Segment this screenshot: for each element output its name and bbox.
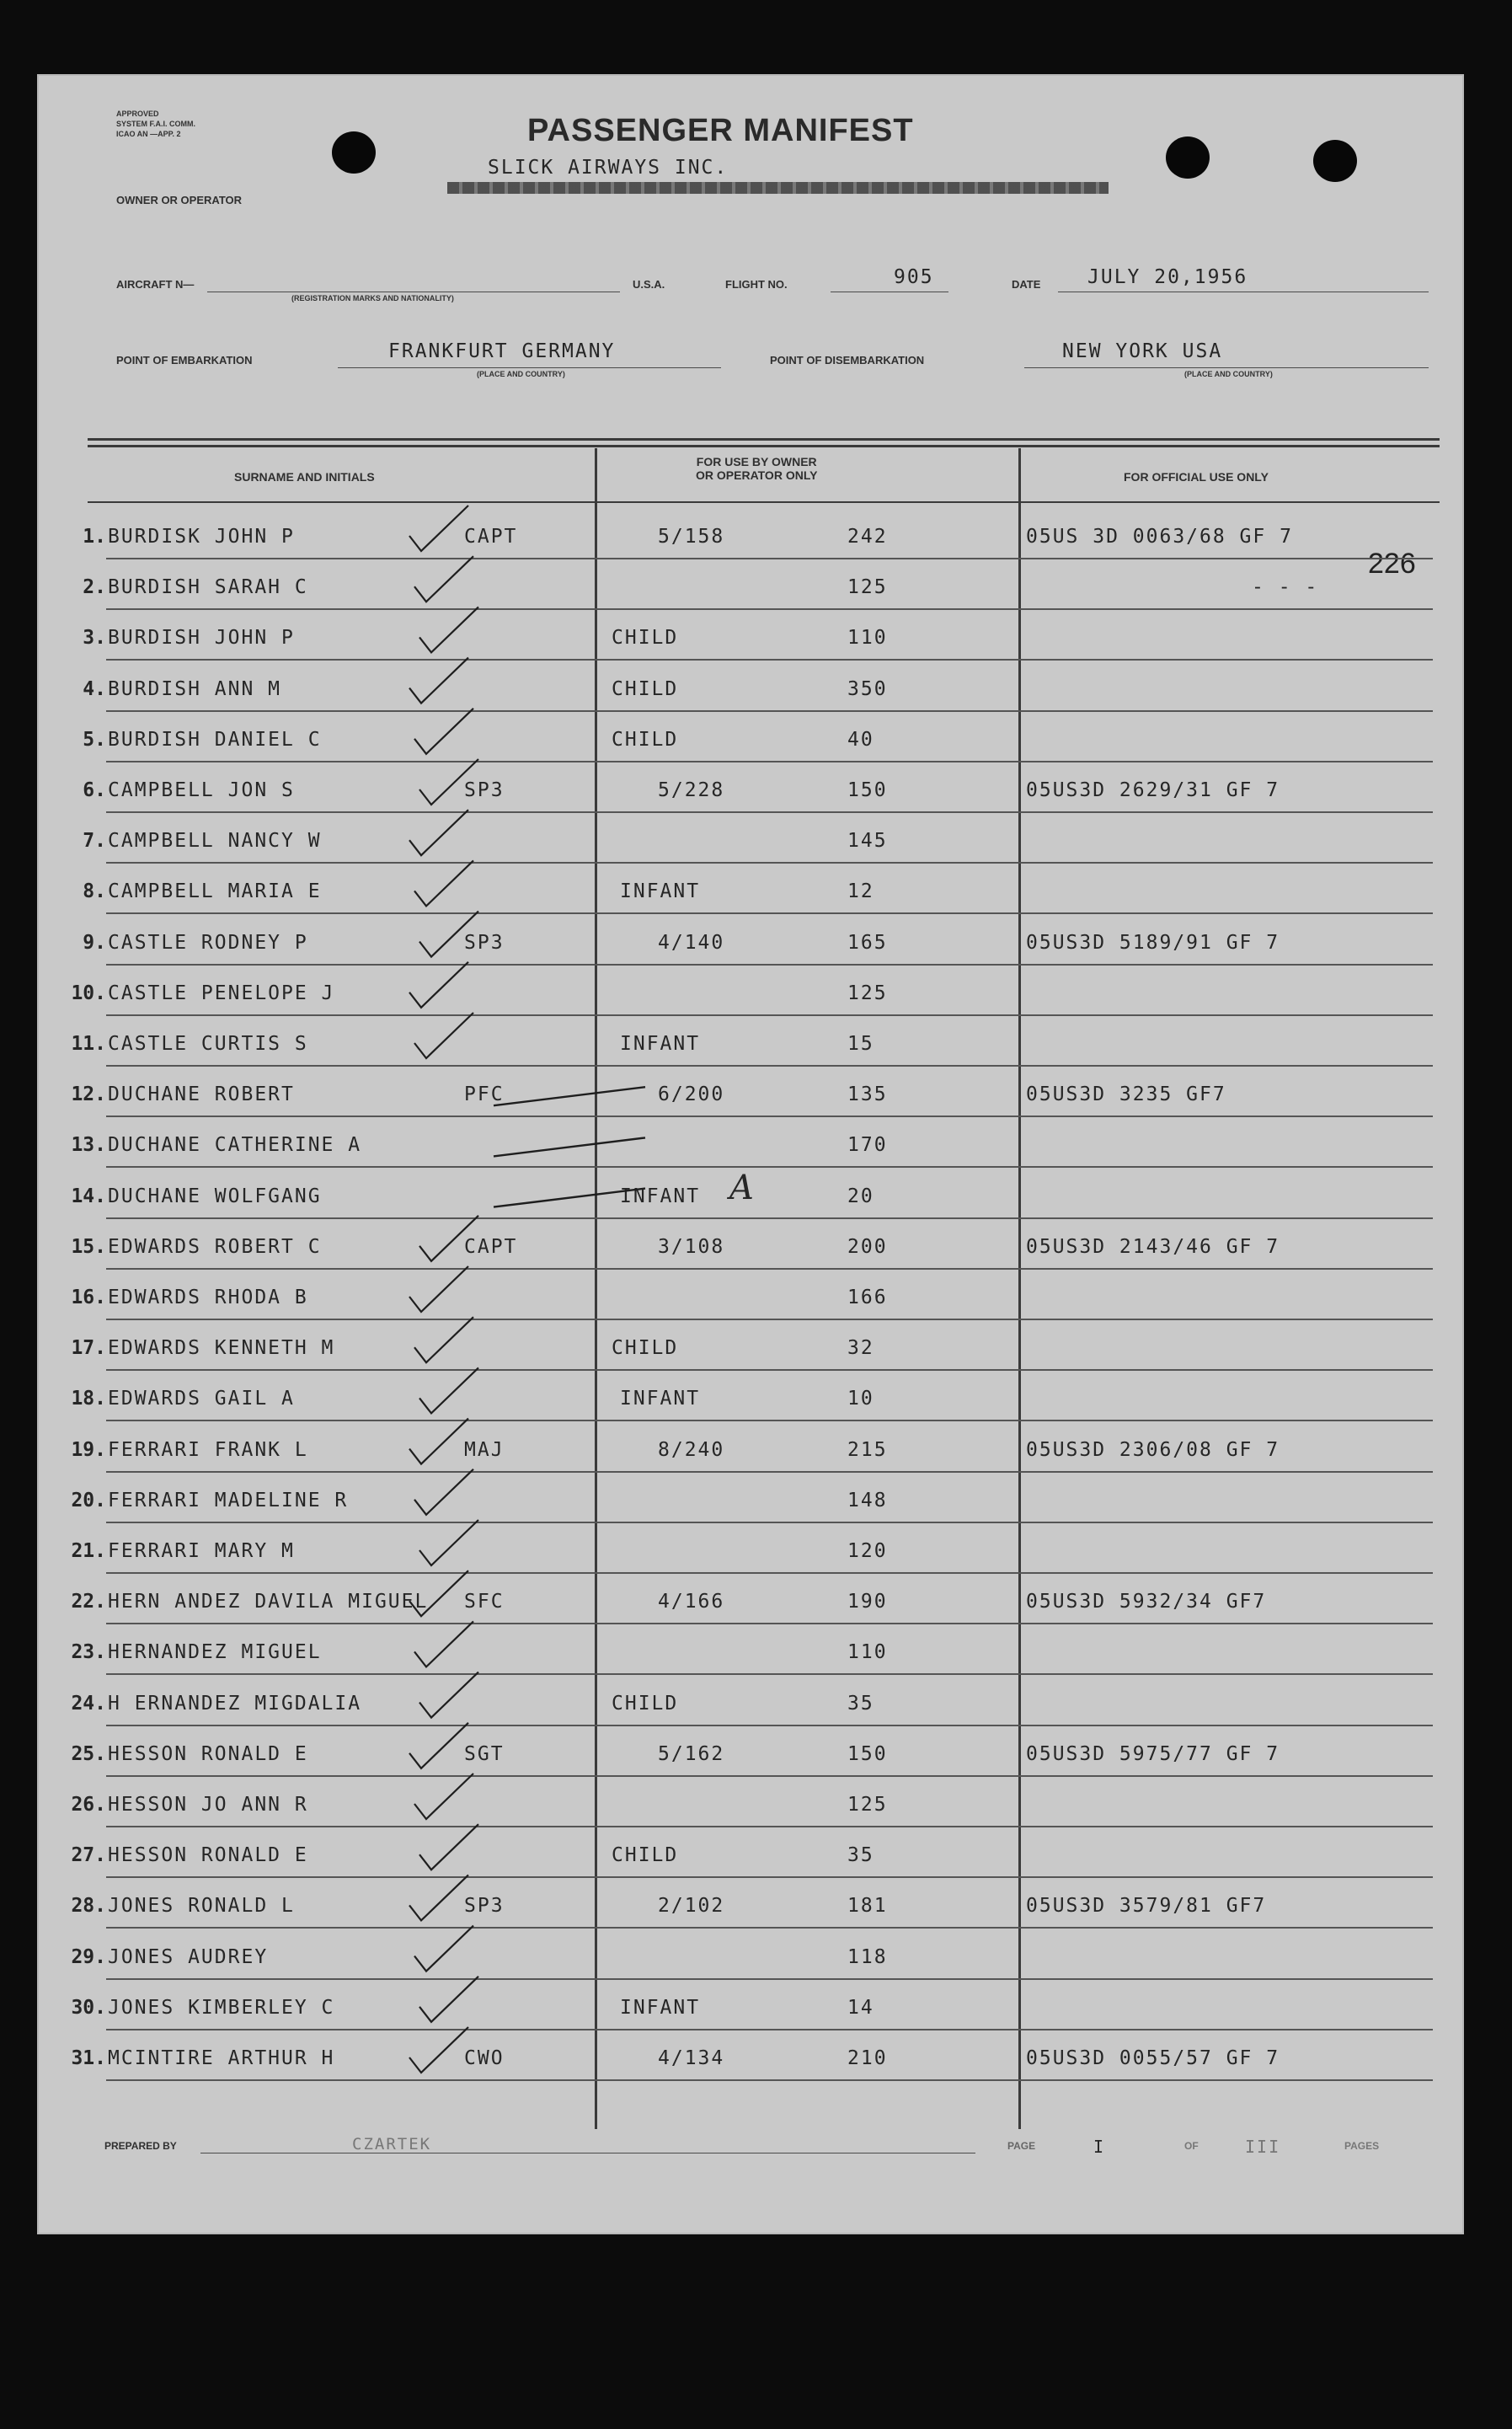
date-label: DATE [1012, 278, 1041, 291]
cell-name: DUCHANE WOLFGANG [108, 1185, 322, 1207]
row-rule [106, 1217, 1433, 1219]
usa-label: U.S.A. [633, 278, 665, 291]
table-row [39, 1681, 1462, 1731]
cell-num: 26. [71, 1794, 106, 1816]
operator-name: SLICK AIRWAYS INC. [488, 157, 729, 179]
cell-official: 05US3D 2143/46 GF 7 [1026, 1235, 1280, 1258]
cell-num: 23. [71, 1641, 106, 1664]
cell-num: 19. [71, 1438, 106, 1461]
cell-num: 17. [71, 1337, 106, 1360]
table-row [39, 818, 1462, 869]
table-row [39, 564, 1462, 615]
cell-weight: 14 [847, 1996, 874, 2019]
cell-rank: CWO [464, 2047, 505, 2069]
embarkation-point: FRANKFURT GERMANY [388, 340, 616, 362]
row-rule [106, 1927, 1433, 1929]
table-row [39, 1275, 1462, 1325]
cell-code: 6/200 [658, 1083, 725, 1106]
cell-official: 05US3D 2306/08 GF 7 [1026, 1438, 1280, 1461]
cell-weight: 110 [847, 627, 888, 650]
cell-name: EDWARDS ROBERT C [108, 1235, 322, 1258]
cell-rank: SP3 [464, 1895, 505, 1918]
row-rule [106, 1673, 1433, 1675]
registration-note: (REGISTRATION MARKS AND NATIONALITY) [291, 294, 454, 302]
cell-name: HESSON RONALD E [108, 1844, 308, 1867]
cell-name: EDWARDS GAIL A [108, 1388, 295, 1410]
cell-name: BURDISH ANN M [108, 677, 282, 700]
cell-code: 4/134 [658, 2047, 725, 2069]
row-rule [106, 1319, 1433, 1320]
cell-official: 05US3D 5975/77 GF 7 [1026, 1742, 1280, 1765]
cell-weight: 110 [847, 1641, 888, 1664]
table-row [39, 920, 1462, 971]
row-rule [106, 558, 1433, 559]
punch-hole-right-1 [1166, 136, 1210, 179]
table-row [39, 869, 1462, 919]
table-row [39, 1021, 1462, 1072]
table-top-rule-1 [88, 438, 1440, 441]
cell-num: 10. [71, 982, 106, 1004]
cell-name: HERN ANDEZ DAVILA MIGUEL [108, 1591, 429, 1613]
cell-rank: SP3 [464, 779, 505, 801]
cell-name: CASTLE PENELOPE J [108, 982, 335, 1004]
disembarkation-field-line [1024, 367, 1429, 368]
cell-name: BURDISK JOHN P [108, 526, 295, 548]
owner-label: OWNER OR OPERATOR [116, 194, 243, 206]
struck-printed-operator [447, 182, 1109, 194]
cell-num: 11. [71, 1033, 106, 1055]
row-rule [106, 964, 1433, 966]
cell-official: 05US3D 3235 GF7 [1026, 1083, 1226, 1106]
row-rule [106, 1725, 1433, 1726]
table-row [39, 1883, 1462, 1934]
approval-line-1: APPROVED [116, 110, 159, 118]
cell-cat: CHILD [612, 1337, 679, 1360]
cell-code: 5/228 [658, 779, 725, 801]
cell-weight: 40 [847, 728, 874, 751]
table-row [39, 717, 1462, 768]
cell-num: 28. [71, 1895, 106, 1918]
cell-weight: 32 [847, 1337, 874, 1360]
cell-weight: 120 [847, 1540, 888, 1562]
table-row [39, 1832, 1462, 1883]
of-label: OF [1184, 2140, 1199, 2152]
aircraft-label: AIRCRAFT N— [116, 278, 195, 291]
table-row [39, 1224, 1462, 1275]
embark-place-note: (PLACE AND COUNTRY) [477, 370, 565, 378]
cell-cat: INFANT [620, 1185, 701, 1207]
cell-num: 21. [71, 1540, 106, 1562]
table-row [39, 2036, 1462, 2086]
cell-name: FERRARI FRANK L [108, 1438, 308, 1461]
page-label: PAGE [1007, 2140, 1036, 2152]
row-rule [106, 1268, 1433, 1270]
cell-num: 30. [71, 1996, 106, 2019]
pages-total: III [1245, 2137, 1281, 2157]
cell-cat: INFANT [620, 1996, 701, 2019]
cell-num: 20. [71, 1489, 106, 1511]
row-rule [106, 1166, 1433, 1168]
cell-name: FERRARI MADELINE R [108, 1489, 349, 1511]
cell-name: HESSON JO ANN R [108, 1794, 308, 1816]
punch-hole-right-2 [1313, 140, 1357, 182]
embarkation-field-line [338, 367, 721, 368]
row-rule [106, 1369, 1433, 1371]
row-rule [106, 659, 1433, 661]
cell-name: FERRARI MARY M [108, 1540, 295, 1562]
cell-name: JONES RONALD L [108, 1895, 295, 1918]
cell-weight: 12 [847, 880, 874, 903]
cell-weight: 125 [847, 1794, 888, 1816]
cell-rank: SGT [464, 1742, 505, 1765]
row-rule [106, 811, 1433, 813]
flight-label: FLIGHT NO. [725, 278, 788, 291]
cell-name: CAMPBELL NANCY W [108, 830, 322, 853]
row-rule [106, 912, 1433, 914]
cell-official: 05US 3D 0063/68 GF 7 [1026, 526, 1293, 548]
cell-num: 15. [71, 1235, 106, 1258]
cell-num: 13. [71, 1134, 106, 1157]
cell-num: 14. [71, 1185, 106, 1207]
approval-line-2: SYSTEM F.A.I. COMM. [116, 120, 196, 128]
cell-name: JONES KIMBERLEY C [108, 1996, 335, 2019]
table-top-rule-2 [88, 445, 1440, 447]
table-row [39, 514, 1462, 564]
cell-rank: SFC [464, 1591, 505, 1613]
row-rule [106, 1978, 1433, 1980]
table-row [39, 1528, 1462, 1579]
table-row [39, 615, 1462, 666]
row-rule [106, 710, 1433, 712]
page-number: I [1093, 2137, 1106, 2157]
row-rule [106, 2029, 1433, 2030]
row-rule [106, 608, 1433, 610]
table-row [39, 1782, 1462, 1832]
flight-number: 905 [894, 266, 934, 288]
cell-num: 9. [83, 931, 106, 954]
cell-weight: 181 [847, 1895, 888, 1918]
cell-rank: PFC [464, 1083, 505, 1106]
row-rule [106, 1876, 1433, 1878]
cell-code: 4/140 [658, 931, 725, 954]
cell-weight: 148 [847, 1489, 888, 1511]
cell-code: 3/108 [658, 1235, 725, 1258]
embarkation-label: POINT OF EMBARKATION [116, 354, 253, 366]
cell-weight: 242 [847, 526, 888, 548]
cell-num: 8. [83, 880, 106, 903]
table-row [39, 1168, 1462, 1224]
table-row [39, 666, 1462, 717]
cell-official: 05US3D 2629/31 GF 7 [1026, 779, 1280, 801]
cell-num: 31. [71, 2047, 106, 2069]
cell-cat: CHILD [612, 627, 679, 650]
col-official-header: FOR OFFICIAL USE ONLY [1124, 470, 1269, 484]
cell-weight: 210 [847, 2047, 888, 2069]
cell-weight: 35 [847, 1692, 874, 1715]
cell-name: H ERNANDEZ MIGDALIA [108, 1692, 362, 1715]
cell-code: 2/102 [658, 1895, 725, 1918]
table-row [39, 1427, 1462, 1478]
cell-name: EDWARDS KENNETH M [108, 1337, 335, 1360]
cell-code: 4/166 [658, 1591, 725, 1613]
cell-weight: 190 [847, 1591, 888, 1613]
cell-official: 05US3D 5189/91 GF 7 [1026, 931, 1280, 954]
cell-weight: 20 [847, 1185, 874, 1207]
cell-name: BURDISH SARAH C [108, 576, 308, 599]
row-rule [106, 1572, 1433, 1574]
table-row [39, 1478, 1462, 1528]
cell-official: 05US3D 5932/34 GF7 [1026, 1591, 1267, 1613]
cell-weight: 125 [847, 576, 888, 599]
cell-num: 7. [83, 830, 106, 853]
cell-name: CASTLE CURTIS S [108, 1033, 308, 1055]
cell-num: 1. [83, 526, 106, 548]
table-row [39, 1731, 1462, 1782]
cell-name: JONES AUDREY [108, 1945, 269, 1968]
cell-num: 25. [71, 1742, 106, 1765]
cell-num: 6. [83, 779, 106, 801]
cell-num: 2. [83, 576, 106, 599]
cell-rank: CAPT [464, 1235, 518, 1258]
cell-weight: 166 [847, 1287, 888, 1308]
cell-name: CASTLE RODNEY P [108, 931, 308, 954]
cell-code: 8/240 [658, 1438, 725, 1461]
cell-weight: 125 [847, 982, 888, 1004]
cell-name: DUCHANE ROBERT [108, 1083, 295, 1106]
pages-label: PAGES [1344, 2140, 1380, 2152]
cell-rank: MAJ [464, 1438, 505, 1461]
table-row [39, 768, 1462, 818]
cell-cat: INFANT [620, 880, 701, 903]
cell-name: DUCHANE CATHERINE A [108, 1134, 362, 1157]
cell-code: 5/162 [658, 1742, 725, 1765]
row-rule [106, 1471, 1433, 1473]
cell-cat: CHILD [612, 1844, 679, 1867]
disembarkation-label: POINT OF DISEMBARKATION [770, 354, 925, 366]
cell-official: - - - [1252, 576, 1319, 599]
cell-weight: 35 [847, 1844, 874, 1867]
cell-weight: 215 [847, 1438, 888, 1461]
row-rule [106, 761, 1433, 762]
cell-name: CAMPBELL MARIA E [108, 880, 322, 903]
table-row [39, 1579, 1462, 1629]
cell-num: 29. [71, 1945, 106, 1968]
table-row [39, 1376, 1462, 1426]
table-row [39, 1122, 1462, 1173]
prepared-label: PREPARED BY [104, 2140, 177, 2152]
cell-cat: CHILD [612, 728, 679, 751]
cell-weight: 118 [847, 1945, 888, 1968]
table-row [39, 1985, 1462, 2036]
cell-name: EDWARDS RHODA B [108, 1287, 308, 1308]
cell-cat: INFANT [620, 1033, 701, 1055]
table-row [39, 971, 1462, 1021]
cell-weight: 15 [847, 1033, 874, 1055]
cell-num: 4. [83, 677, 106, 700]
cell-name: HERNANDEZ MIGUEL [108, 1641, 322, 1664]
disembark-place-note: (PLACE AND COUNTRY) [1184, 370, 1273, 378]
manifest-sheet [37, 74, 1464, 2234]
row-rule [106, 1623, 1433, 1624]
cell-num: 22. [71, 1591, 106, 1613]
cell-rank: CAPT [464, 526, 518, 548]
cell-rank: SP3 [464, 931, 505, 954]
cell-name: BURDISH DANIEL C [108, 728, 322, 751]
cell-cat: CHILD [612, 1692, 679, 1715]
cell-code: 5/158 [658, 526, 725, 548]
row-rule [106, 1826, 1433, 1827]
punch-hole-left [332, 131, 376, 174]
cell-official: 05US3D 0055/57 GF 7 [1026, 2047, 1280, 2069]
cell-weight: 145 [847, 830, 888, 853]
table-row [39, 1072, 1462, 1122]
row-rule [106, 1116, 1433, 1117]
cell-num: 5. [83, 728, 106, 751]
flight-date: JULY 20,1956 [1087, 266, 1248, 288]
page-title: PASSENGER MANIFEST [527, 113, 914, 148]
cell-name: HESSON RONALD E [108, 1742, 308, 1765]
cell-weight: 10 [847, 1388, 874, 1410]
prepared-by: CZARTEK [352, 2135, 432, 2153]
cell-cat: CHILD [612, 677, 679, 700]
cell-num: 24. [71, 1692, 106, 1715]
cell-weight: 165 [847, 931, 888, 954]
cell-name: BURDISH JOHN P [108, 627, 295, 650]
cell-num: 12. [71, 1083, 106, 1106]
approval-line-3: ICAO AN —APP. 2 [116, 130, 181, 138]
row-rule [106, 1014, 1433, 1016]
cell-name: MCINTIRE ARTHUR H [108, 2047, 335, 2069]
col-surname-header: SURNAME AND INITIALS [234, 470, 375, 484]
row-rule [106, 1420, 1433, 1421]
cell-num: 27. [71, 1844, 106, 1867]
cell-num: 18. [71, 1388, 106, 1410]
cell-weight: 135 [847, 1083, 888, 1106]
cell-name: CAMPBELL JON S [108, 779, 295, 801]
table-header-rule [88, 501, 1440, 503]
cell-weight: 200 [847, 1235, 888, 1258]
cell-num: 16. [71, 1287, 106, 1308]
margin-note: 226 [1368, 548, 1416, 580]
table-row [39, 1934, 1462, 1985]
row-rule [106, 862, 1433, 864]
cell-weight: 150 [847, 779, 888, 801]
row-rule [106, 2079, 1433, 2081]
table-row [39, 1325, 1462, 1376]
row-rule [106, 1065, 1433, 1067]
col-owner-header: FOR USE BY OWNER OR OPERATOR ONLY [696, 455, 818, 482]
table-row [39, 1629, 1462, 1680]
row-rule [106, 1522, 1433, 1523]
cell-official: 05US3D 3579/81 GF7 [1026, 1895, 1267, 1918]
cell-weight: 150 [847, 1742, 888, 1765]
cell-num: 3. [83, 627, 106, 650]
cell-cat: INFANT [620, 1388, 701, 1410]
row-rule [106, 1775, 1433, 1777]
cell-weight: 170 [847, 1134, 888, 1157]
cell-code: A [729, 1168, 756, 1207]
disembarkation-point: NEW YORK USA [1062, 340, 1223, 362]
cell-weight: 350 [847, 677, 888, 700]
